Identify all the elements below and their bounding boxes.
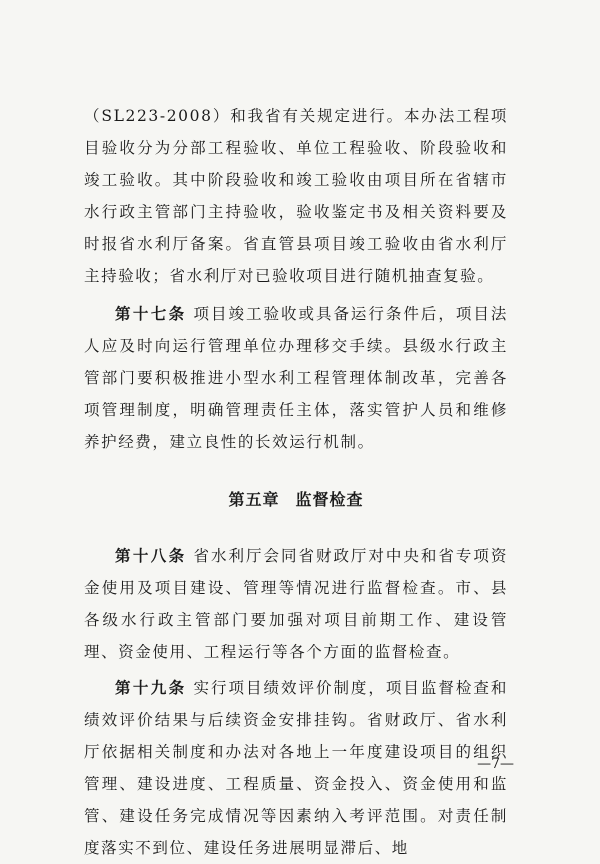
paragraph-text: 实行项目绩效评价制度，项目监督检查和绩效评价结果与后续资金安排挂钩。省财政厅、省水利厅依据相关制度和办法对各地上一年度建设项目的组织管理、建设进度、工程质量、资金投入、资金使用和监管、建设任务完成情况等因素纳入考评范围。对责任制度落实不到位、建设任务进展明显滞后、地 [84,679,508,857]
chapter-number: 第五章 [228,490,280,509]
article-number: 第十九条 [115,678,187,697]
paragraph-article-18 [84,540,508,668]
article-number: 第十八条 [115,546,187,565]
paragraph-article-19 [84,672,508,864]
paragraph-text: （SL223-2008）和我省有关规定进行。本办法工程项目验收分为分部工程验收、单位工程验收、阶段验收和竣工验收。其中阶段验收和竣工验收由项目所在省辖市水行政主管部门主持验收，验收鉴定书及相关资料要及时报省水利厅备案。省直管县项目竣工验收由省水利厅主持验收；省水利厅对已验收项目进行随机抽查复验。 [84,107,508,285]
page-number: —7— [477,756,514,772]
article-number: 第十七条 [115,304,187,323]
paragraph-standard-reference [84,100,508,292]
paragraph-article-17 [84,298,508,458]
chapter-heading [84,484,508,516]
paragraph-text: 项目竣工验收或具备运行条件后，项目法人应及时向运行管理单位办理移交手续。县级水行政主管部门要积极推进小型水利工程管理体制改革，完善各项管理制度，明确管理责任主体，落实管护人员和维修养护经费，建立良性的长效运行机制。 [84,305,508,451]
chapter-title: 监督检查 [295,490,364,509]
paragraph-text: 省水利厅会同省财政厅对中央和省专项资金使用及项目建设、管理等情况进行监督检查。市、县各级水行政主管部门要加强对项目前期工作、建设管理、资金使用、工程运行等各个方面的监督检查。 [84,547,508,661]
